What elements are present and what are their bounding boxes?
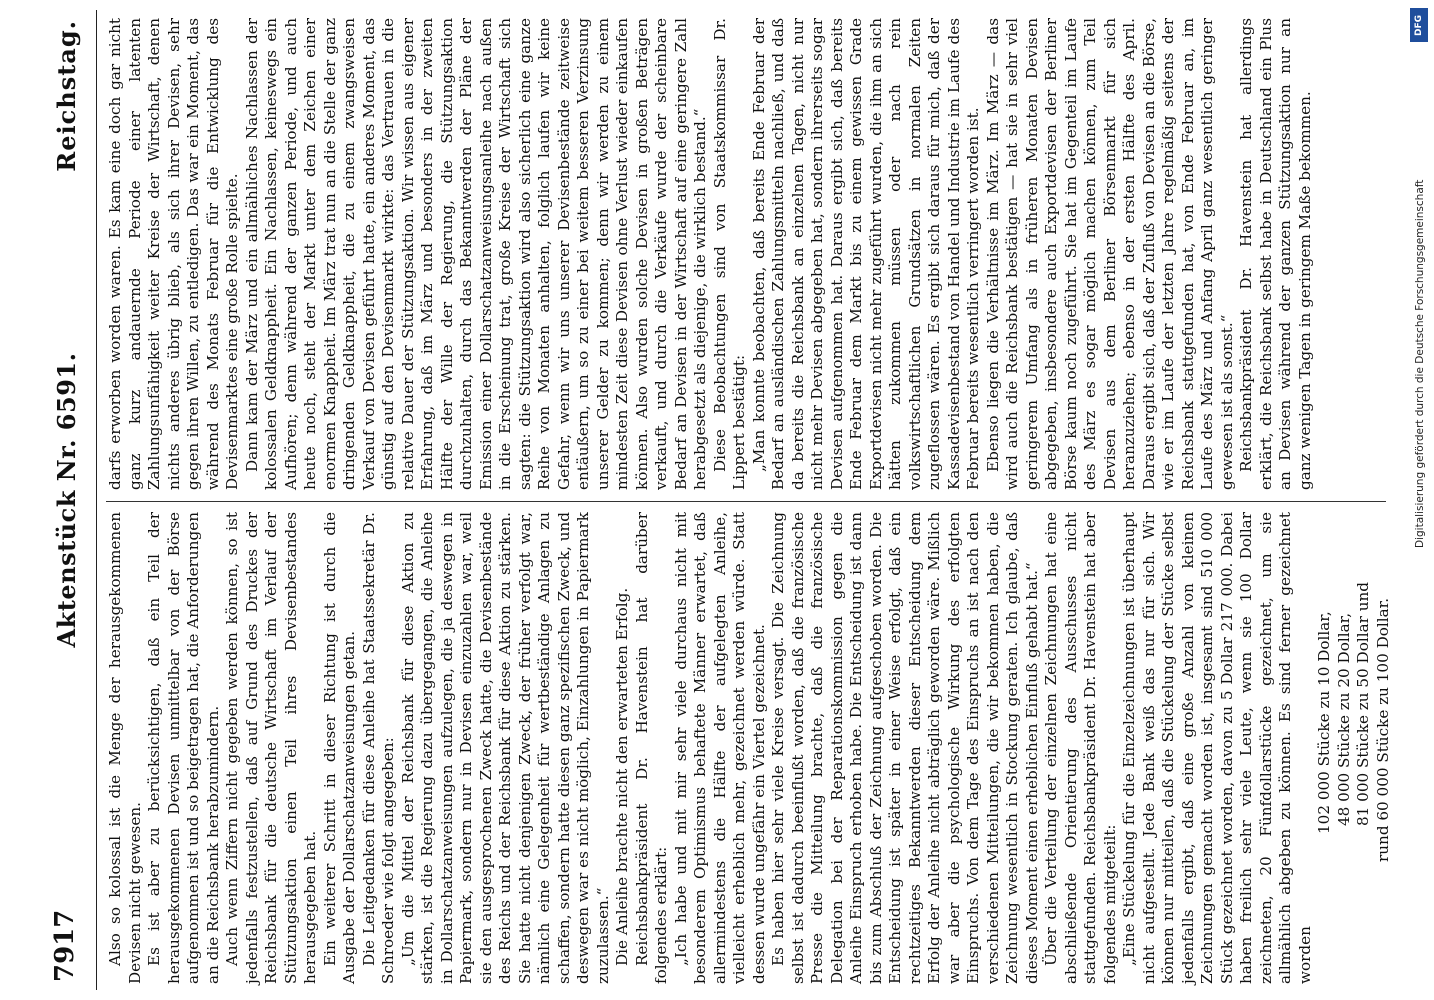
text-columns bbox=[106, 10, 1392, 990]
paragraph: Auch wenn Ziffern nicht gegeben werden können, so ist jedenfalls festzustellen, daß auf Grund des Druckes der Reichsbank für die deutsche Wirtschaft im Verlauf der Stützungsaktion einen Teil ihres Devisenbestandes herausgegeben hat. bbox=[223, 512, 319, 984]
digitization-note: Digitalisierung gefördert durch die Deutsche Forschungsgemeinschaft bbox=[1414, 179, 1426, 548]
page-header bbox=[40, 10, 97, 990]
paragraph: Die Leitgedanken für diese Anleihe hat Staatssekretär Dr. Schroeder wie folgt angegeben: bbox=[359, 512, 397, 984]
column-divider bbox=[106, 501, 1386, 502]
paragraph: Dann kam der März und ein allmähliches Nachlassen der kolossalen Geldknappheit. Ein Nachlassen, keineswegs ein Aufhören; denn während der ganzen Periode, und auch heute noch, steht der Markt unter dem Zeichen einer enormen Knappheit. Im März trat nun an die Stelle der ganz dringenden Geldknappheit, die zu einem zwangsweisen Verkauf von Devisen geführt hatte, ein anderes Moment, das günstig auf den Devisenmarkt wirkte: das Vertrauen in die relative Dauer der Stützungsaktion. Wir wissen aus eigener Erfahrung, daß im März und besonders in der zweiten Hälfte der Wille der Regierung, die Stützungsaktion durchzuhalten, durch das Bekanntwerden der Pläne der Emission einer Dollarschatzanweisungsanleihe nach außen in die Erscheinung trat, große Kreise der Wirtschaft sich sagten: die Stützungsaktion wird also sicherlich eine ganze Reihe von Monaten anhalten, folglich laufen wir keine Gefahr, wenn wir uns unserer Devisenbestände zeitweise entäußern, um so zu einer bei weitem besseren Verzinsung unserer Gelder zu kommen; denn wir werden zu einem mindesten Zeit diese Devisen ohne Verlust wieder einkaufen können. Also wurden solche Devisen in großen Beträgen verkauft, und durch die Verkäufe wurde der scheinbare Bedarf an Devisen in der Wirtschaft auf eine geringere Zahl herabgesetzt als diejenige, die wirklich bestand.“ bbox=[242, 18, 709, 490]
page-title: Aktenstück Nr. 6591. bbox=[52, 352, 81, 648]
left-column bbox=[106, 512, 1392, 984]
amount-line: 81 000 Stücke zu 50 Dollar und bbox=[1354, 581, 1372, 826]
paragraph: Reichsbankpräsident Dr. Havenstein hat allerdings erklärt, die Reichsbank selbst habe in Deutschland ein Plus an Devisen während der ganzen Stützungsaktion nur an ganz wenigen Tagen in geringem Maße bekommen. bbox=[1237, 18, 1314, 490]
paragraph: darfs erworben worden waren. Es kam eine doch gar nicht ganz kurz andauernde Periode einer latenten Zahlungsunfähigkeit weiter Kreise der Wirtschaft, denen nichts anderes übrig blieb, als sich ihrer Devisen, sehr gegen ihren Willen, zu entledigen. Das war ein Moment, das während des Monats Februar für die Entwicklung des Devisenmarktes eine große Rolle spielte. bbox=[106, 18, 241, 490]
paragraph: Ein weiterer Schritt in dieser Richtung ist durch die Ausgabe der Dollarschatzanweisungen getan. bbox=[320, 512, 358, 984]
paragraph: Diese Beobachtungen sind von Staatskommissar Dr. Lippert bestätigt: bbox=[710, 18, 748, 490]
quotation: „Eine Stückelung für die Einzelzeichnungen ist überhaupt nicht aufgestellt. Jede Bank weiß das nur für sich. Wir können nur mitteilen, daß die Stückelung der Stücke selbst jedenfalls ergibt, daß eine große Anzahl von kleinen Zeichnungen gemacht worden ist, insgesamt sind 510 000 Stück gezeichnet worden, davon zu 5 Dollar 217 000. Dabei haben freilich sehr viele Leute, wenn sie 100 Dollar zeichneten, 20 Fünfdollarstücke gezeichnet, um sie allmählich abgeben zu können. Es sind ferner gezeichnet worden bbox=[1120, 512, 1314, 984]
paragraph: Über die Verteilung der einzelnen Zeichnungen hat eine abschließende Orientierung des Ausschusses nicht stattgefunden. Reichsbankpräsident Dr. Havenstein hat aber folgendes mitgeteilt: bbox=[1042, 512, 1119, 984]
paragraph: Es ist aber zu berücksichtigen, daß ein Teil der herausgekommenen Devisen unmittelbar von der Börse aufgenommen ist und so beigetragen hat, die Anforderungen an die Reichsbank herabzumindern. bbox=[145, 512, 222, 984]
quotation: „Man konnte beobachten, daß bereits Ende Februar der Bedarf an ausländischen Zahlungsmitteln nachließ, und daß da bereits die Reichsbank an einzelnen Tagen, nicht nur nicht mehr Devisen abgegeben hat, sondern ihrerseits sogar Devisen aufgenommen hat. Daraus ergibt sich, daß bereits Ende Februar dem Markt bis zu einem gewissen Grade Exportdevisen nicht mehr zugeführt wurden, die ihm an sich hätten zukommen müssen oder nach rein volkswirtschaftlichen Grundsätzen in normalen Zeiten zugeflossen wären. Es ergibt sich daraus für mich, daß der Kassadevisenbestand von Handel und Industrie im Laufe des Februar bereits wesentlich verringert worden ist. bbox=[749, 18, 982, 490]
amount-line: 102 000 Stücke zu 10 Dollar, bbox=[1315, 611, 1333, 834]
quotation: „Ich habe und mit mir sehr viele durchaus nicht mit besonderem Optimismus behaftete Männer erwartet, daß allermindestens die Hälfte der aufgelegten Anleihe, vielleicht erheblich mehr, gezeichnet werden würde. Statt dessen wurde ungefähr ein Viertel gezeichnet. bbox=[671, 512, 768, 984]
page-number: 7917 bbox=[50, 909, 80, 982]
paragraph: Also so kolossal ist die Menge der herausgekommenen Devisen nicht gewesen. bbox=[106, 512, 144, 984]
paragraph: Es haben hier sehr viele Kreise versagt. Die Zeichnung selbst ist dadurch beeinflußt worden, daß die französische Presse die Mitteilung brachte, daß die französische Delegation bei der Reparationskommission gegen die Anleihe Einspruch erhoben habe. Die Entscheidung ist dann bis zum Abschluß der Zeichnung aufgeschoben worden. Die Entscheidung ist später in einer Weise erfolgt, daß ein rechtzeitiges Bekanntwerden dieser Entscheidung dem Erfolg der Anleihe nicht abträglich geworden wäre. Mißlich war aber die psychologische Wirkung des erfolgten Einspruchs. Von dem Tage des Einspruchs an ist nach den verschiedenen Mitteilungen, die wir bekommen haben, die Zeichnung wesentlich in Stockung geraten. Ich glaube, daß dieses Moment einen erheblichen Einfluß gehabt hat.“ bbox=[769, 512, 1041, 984]
dfg-logo-text: DFG bbox=[1414, 14, 1424, 36]
rotated-page-wrapper bbox=[40, 10, 1398, 990]
amount-line: 48 000 Stücke zu 20 Dollar, bbox=[1334, 612, 1353, 826]
dfg-logo bbox=[1410, 8, 1428, 42]
right-column bbox=[106, 18, 1386, 490]
paragraph: Reichsbankpräsident Dr. Havenstein hat darüber folgendes erklärt: bbox=[632, 512, 670, 984]
source-label: Reichstag. bbox=[52, 20, 81, 172]
amount-line: rund 60 000 Stücke zu 100 Dollar. bbox=[1373, 597, 1392, 862]
document-page bbox=[40, 10, 1398, 990]
paragraph: Ebenso liegen die Verhältnisse im März. Im März — das wird auch die Reichsbank bestätigen — hat sie in sehr viel geringerem Umfang als in früheren Monaten Devisen abgegeben, insbesondere auch Exportdevisen der Berliner Börse kaum noch zugeführt. Sie hat im Gegenteil im Laufe des März es sogar möglich machen können, zum Teil Devisen aus dem Berliner Börsenmarkt für sich heranzuziehen; ebenso in der ersten Hälfte des April. Daraus ergibt sich, daß der Zufluß von Devisen an die Börse, wie er im Laufe der letzten Jahre regelmäßig seitens der Reichsbank stattgefunden hat, von Ende Februar an, im Laufe des März und Anfang April ganz wesentlich geringer gewesen ist als sonst.“ bbox=[983, 18, 1236, 490]
digitization-sidebar bbox=[1404, 0, 1434, 1000]
quotation: „Um die Mittel der Reichsbank für diese Aktion zu stärken, ist die Regierung dazu übergegangen, die Anleihe in Dollarschatzanweisungen aufzulegen, die ja deswegen in Papiermark, sondern nur in Devisen einzuzahlen war, weil sie den ausgesprochenen Zweck hatte, die Devisenbestände des Reichs und der Reichsbank für diese Aktion zu stärken. Sie hatte nicht denjenigen Zweck, der früher verfolgt war, nämlich eine Gelegenheit für wertbeständige Anlagen zu schaffen, sondern hatte diesen ganz spezifischen Zweck, und deswegen war es nicht möglich, Einzahlungen in Papiermark zuzulassen.“ bbox=[398, 512, 612, 984]
paragraph: Die Anleihe brachte nicht den erwarteten Erfolg. bbox=[613, 587, 631, 966]
